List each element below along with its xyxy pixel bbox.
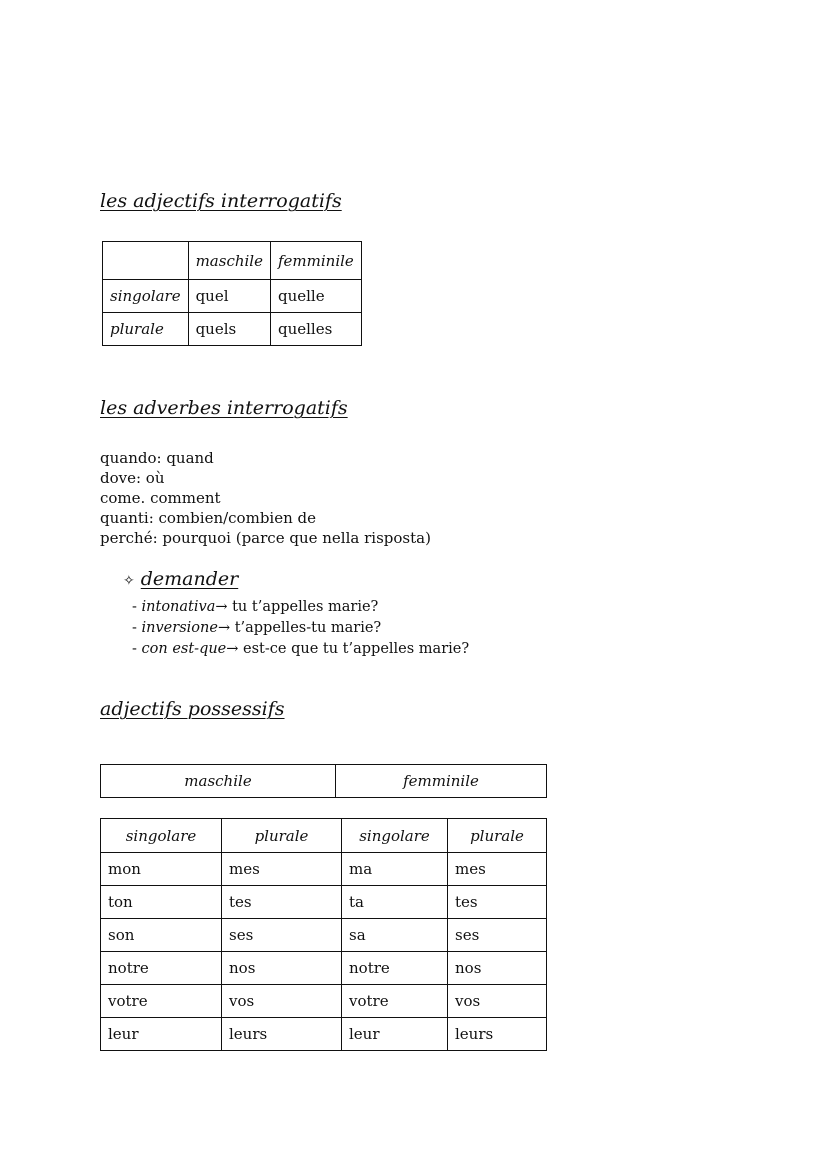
table-header: plurale bbox=[222, 819, 342, 853]
table-cell: ton bbox=[101, 886, 222, 919]
table-cell: ma bbox=[342, 853, 448, 886]
table-cell: votre bbox=[342, 985, 448, 1018]
table-header: maschile bbox=[188, 242, 270, 280]
table-header-row bbox=[101, 819, 547, 853]
table-row bbox=[101, 853, 547, 886]
table-cell: mon bbox=[101, 853, 222, 886]
table-cell: son bbox=[101, 919, 222, 952]
term: inversione bbox=[141, 620, 218, 636]
table-cell: tes bbox=[222, 886, 342, 919]
table-cell: leurs bbox=[222, 1018, 342, 1051]
table-row bbox=[101, 886, 547, 919]
table-cell: ses bbox=[448, 919, 547, 952]
table-header: plurale bbox=[448, 819, 547, 853]
demander-bullet bbox=[123, 568, 238, 590]
table-header: femminile bbox=[270, 242, 361, 280]
table-cell: leurs bbox=[448, 1018, 547, 1051]
table-cell bbox=[103, 242, 189, 280]
table-cell: quels bbox=[188, 313, 270, 346]
example: → t’appelles-tu marie? bbox=[217, 620, 382, 636]
table-cell: ses bbox=[222, 919, 342, 952]
list-item bbox=[132, 597, 469, 618]
row-label: singolare bbox=[103, 280, 189, 313]
example: → est-ce que tu t’appelles marie? bbox=[226, 641, 470, 657]
adverb-list bbox=[100, 448, 431, 548]
table-cell: vos bbox=[222, 985, 342, 1018]
term: intonativa bbox=[141, 599, 216, 615]
table-cell: nos bbox=[222, 952, 342, 985]
dash: - bbox=[132, 599, 142, 615]
table-header: singolare bbox=[342, 819, 448, 853]
table-cell: quelle bbox=[270, 280, 361, 313]
table-cell: nos bbox=[448, 952, 547, 985]
table-row bbox=[101, 919, 547, 952]
row-label: plurale bbox=[103, 313, 189, 346]
table-row bbox=[101, 985, 547, 1018]
table-row bbox=[101, 952, 547, 985]
dash: - bbox=[132, 620, 142, 636]
interrogative-adjectives-table bbox=[102, 241, 362, 346]
table-cell: ta bbox=[342, 886, 448, 919]
table-cell: vos bbox=[448, 985, 547, 1018]
table-header: maschile bbox=[101, 765, 336, 798]
table-header-row bbox=[101, 765, 547, 798]
list-item: quanti: combien/combien de bbox=[100, 509, 316, 527]
section-title-adjectifs-interrogatifs: les adjectifs interrogatifs bbox=[100, 190, 342, 212]
table-cell: leur bbox=[342, 1018, 448, 1051]
table-header-row bbox=[103, 242, 362, 280]
table-cell: leur bbox=[101, 1018, 222, 1051]
list-item: dove: où bbox=[100, 469, 165, 487]
table-row bbox=[103, 280, 362, 313]
list-item: come. comment bbox=[100, 489, 221, 507]
table-cell: tes bbox=[448, 886, 547, 919]
question-forms-list bbox=[132, 597, 469, 660]
bullet-heading: demander bbox=[140, 568, 239, 590]
table-cell: quelles bbox=[270, 313, 361, 346]
example: → tu t’appelles marie? bbox=[215, 599, 379, 615]
table-cell: quel bbox=[188, 280, 270, 313]
dash: - bbox=[132, 641, 142, 657]
table-cell: mes bbox=[222, 853, 342, 886]
possessive-adjectives-table bbox=[100, 818, 547, 1051]
section-title-adverbes-interrogatifs: les adverbes interrogatifs bbox=[100, 397, 348, 419]
table-cell: notre bbox=[342, 952, 448, 985]
section-title-adjectifs-possessifs: adjectifs possessifs bbox=[100, 698, 285, 720]
list-item: perché: pourquoi (parce que nella risposta) bbox=[100, 529, 431, 547]
table-cell: mes bbox=[448, 853, 547, 886]
diamond-bullet-icon: ✧ bbox=[123, 573, 135, 589]
gender-header-table bbox=[100, 764, 547, 798]
table-row bbox=[103, 313, 362, 346]
table-header: singolare bbox=[101, 819, 222, 853]
table-row bbox=[101, 1018, 547, 1051]
table-cell: sa bbox=[342, 919, 448, 952]
list-item bbox=[132, 618, 469, 639]
table-cell: votre bbox=[101, 985, 222, 1018]
term: con est-que bbox=[141, 641, 227, 657]
list-item: quando: quand bbox=[100, 449, 214, 467]
list-item bbox=[132, 639, 469, 660]
table-cell: notre bbox=[101, 952, 222, 985]
table-header: femminile bbox=[336, 765, 547, 798]
